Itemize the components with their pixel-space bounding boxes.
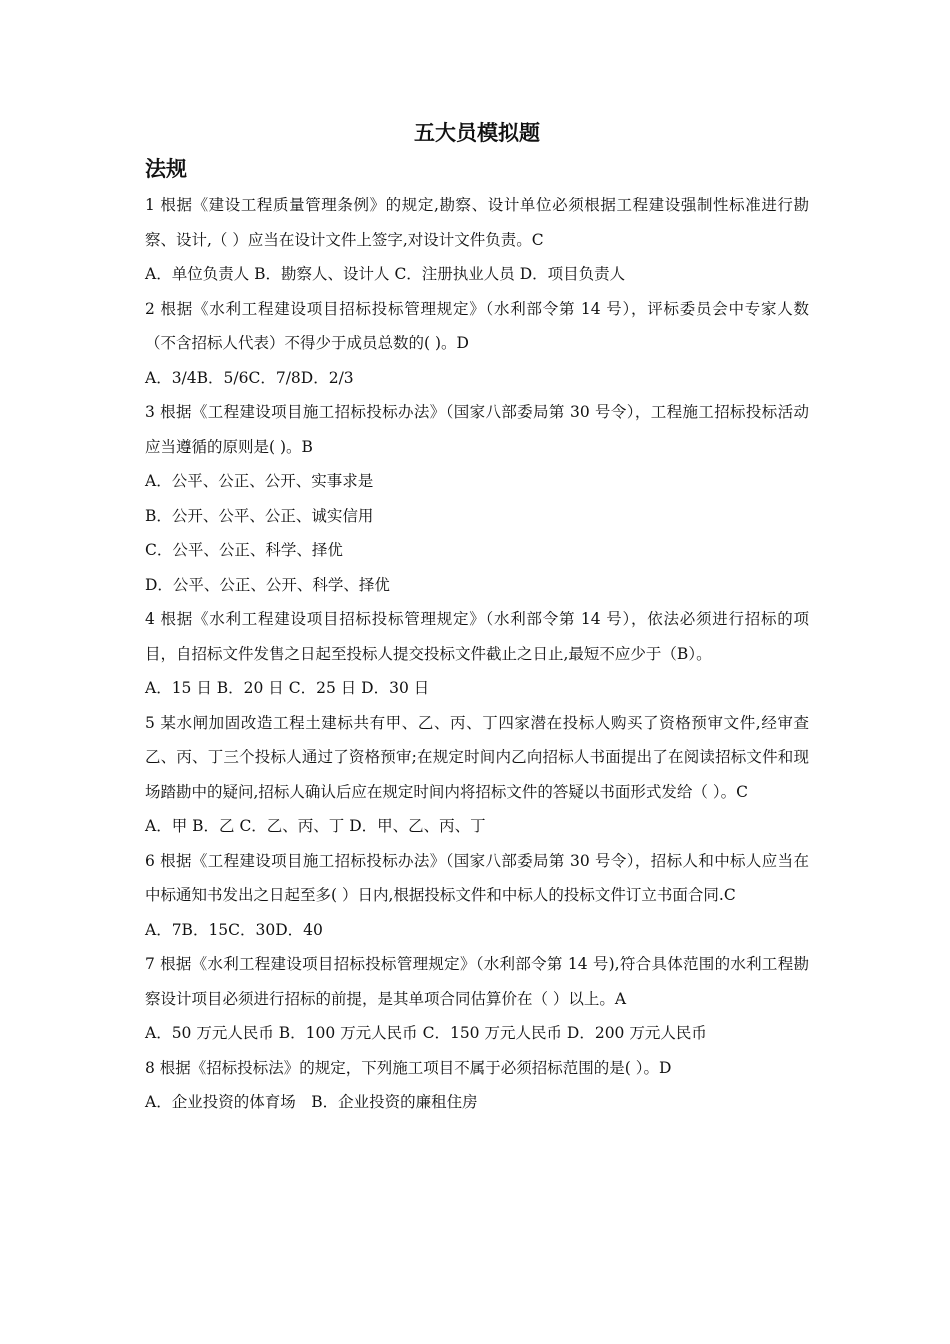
question-8: 8 根据《招标投标法》的规定，下列施工项目不属于必须招标范围的是( ）。D [145,1058,672,1077]
question-1-options: A．单位负责人 B．勘察人、设计人 C．注册执业人员 D．项目负责人 [145,265,626,283]
question-7-options: A．50 万元人民币 B．100 万元人民币 C．150 万元人民币 D．200 万元人民币 [145,1024,707,1042]
question-4-options: A．15 日 B．20 日 C．25 日 D．30 日 [145,679,430,697]
question-3: 3 根据《工程建设项目施工招标投标办法》（国家八部委局第 30 号令），工程施工招标投标活动应当遵循的原则是( )。B [145,403,809,456]
question-4: 4 根据《水利工程建设项目招标投标管理规定》（水利部令第 14 号），依法必须进行招标的项目，自招标文件发售之日起至投标人提交投标文件截止之日止,最短不应少于（B）。 [145,610,809,663]
question-3-option-d: D．公平、公正、公开、科学、择优 [145,575,390,594]
question-3-option-a: A．公平、公正、公开、实事求是 [145,472,374,490]
section-heading: 法规 [145,156,187,181]
question-3-option-c: C．公平、公正、科学、择优 [145,541,343,559]
question-5: 5 某水闸加固改造工程土建标共有甲、乙、丙、丁四家潜在投标人购买了资格预审文件,经审查乙、丙、丁三个投标人通过了资格预审;在规定时间内乙向招标人书面提出了在阅读招标文件和现场踏勘中的疑问,招标人确认后应在规定时间内将招标文件的答疑以书面形式发给（ ）。C [145,713,809,801]
question-2: 2 根据《水利工程建设项目招标投标管理规定》（水利部令第 14 号），评标委员会中专家人数（不含招标人代表）不得少于成员总数的( )。D [145,299,809,352]
question-6-options: A．7B．15C．30D．40 [145,920,323,939]
question-8-options: A．企业投资的体育场 B．企业投资的廉租住房 [145,1093,478,1111]
question-3-option-b: B．公开、公平、公正、诚实信用 [145,506,374,525]
question-2-options: A．3/4B．5/6C．7/8D．2/3 [145,368,354,387]
document-title: 五大员模拟题 [414,120,540,145]
question-7: 7 根据《水利工程建设项目招标投标管理规定》（水利部令第 14 号),符合具体范围的水利工程勘察设计项目必须进行招标的前提，是其单项合同估算价在（ ）以上。A [145,955,809,1008]
question-5-options: A．甲 B．乙 C．乙、丙、丁 D．甲、乙、丙、丁 [145,817,486,835]
question-1: 1 根据《建设工程质量管理条例》的规定,勘察、设计单位必须根据工程建设强制性标准进行勘察、设计,（ ）应当在设计文件上签字,对设计文件负责。C [145,196,809,249]
document-page [145,118,809,1120]
question-6: 6 根据《工程建设项目施工招标投标办法》（国家八部委局第 30 号令），招标人和中标人应当在中标通知书发出之日起至多( ）日内,根据投标文件和中标人的投标文件订立书面合同.C [145,851,809,904]
